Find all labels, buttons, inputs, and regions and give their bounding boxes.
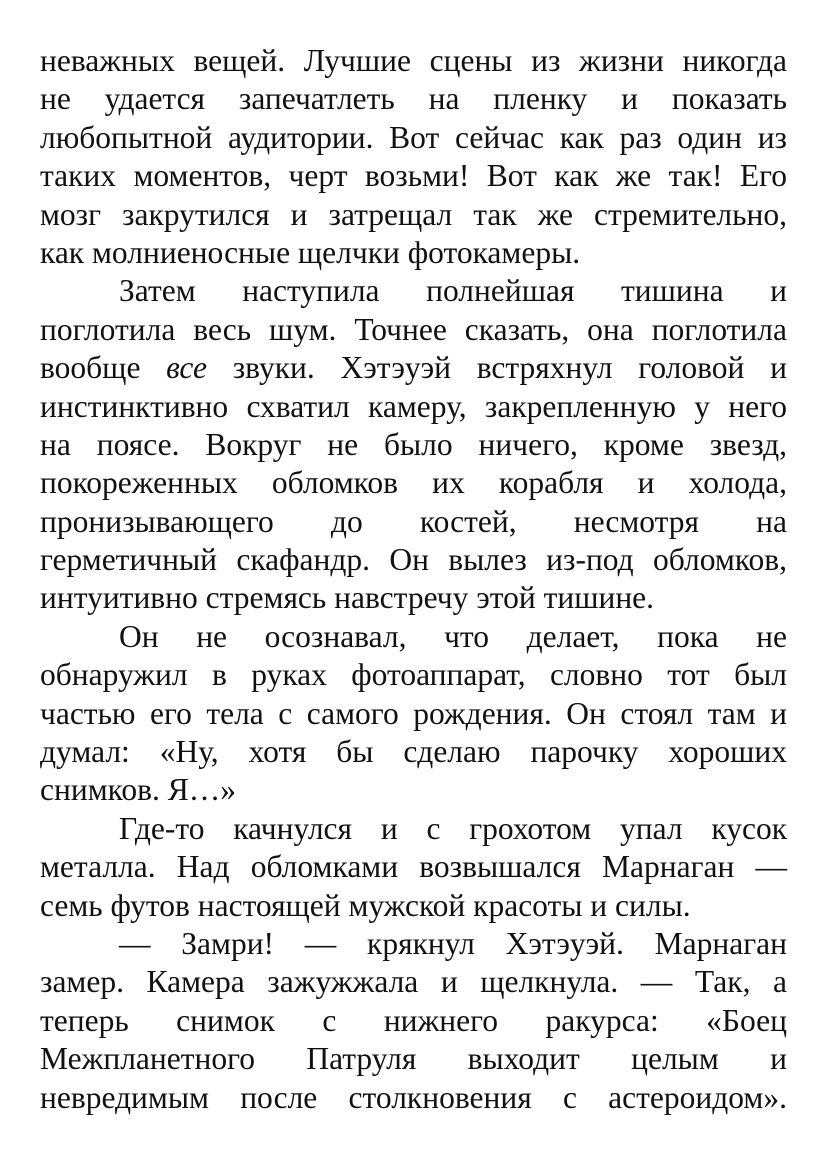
text-line-with-emphasis bbox=[40, 349, 787, 387]
text-line: поглотила весь шум. Точнее сказать, она поглотила bbox=[40, 311, 787, 347]
text-line: Межпланетного Патруля выходит целым и bbox=[40, 1041, 787, 1077]
paragraph bbox=[40, 272, 787, 618]
paragraph bbox=[40, 925, 787, 1117]
text-line: на поясе. Вокруг не было ничего, кроме звезд, bbox=[40, 426, 787, 462]
text-line: инстинктивно схватил камеру, закрепленную у него bbox=[40, 388, 787, 424]
text-fragment: вообще bbox=[40, 350, 167, 386]
text-line: теперь снимок с нижнего ракурса: «Боец bbox=[40, 1002, 787, 1038]
text-line: Затем наступила полнейшая тишина и bbox=[119, 273, 787, 309]
text-line: герметичный скафандр. Он вылез из-под обломков, bbox=[40, 542, 787, 578]
text-line: металла. Над обломками возвышался Марнаган — bbox=[40, 849, 787, 885]
text-line: Где-то качнулся и с грохотом упал кусок bbox=[119, 810, 787, 846]
text-line: не удается запечатлеть на пленку и показать bbox=[40, 81, 787, 117]
text-line: невредимым после столкновения с астероидом». bbox=[40, 1079, 787, 1115]
text-line: Он не осознавал, что делает, пока не bbox=[119, 618, 787, 654]
text-line: покореженных обломков их корабля и холода, bbox=[40, 465, 787, 501]
text-line: интуитивно стремясь навстречу этой тишине. bbox=[40, 580, 655, 616]
text-line: таких моментов, черт возьми! Вот как же так! Его bbox=[40, 158, 787, 194]
text-line: любопытной аудитории. Вот сейчас как раз один из bbox=[40, 119, 787, 155]
emphasized-word: все bbox=[166, 350, 207, 386]
paragraph bbox=[40, 42, 787, 272]
text-line: как молниеносные щелчки фотокамеры. bbox=[40, 234, 581, 270]
text-line: семь футов настоящей мужской красоты и силы. bbox=[40, 887, 691, 923]
text-line: обнаружил в руках фотоаппарат, словно тот был bbox=[40, 657, 787, 693]
paragraph bbox=[40, 810, 787, 925]
text-line: замер. Камера зажужжала и щелкнула. — Так, а bbox=[40, 964, 787, 1000]
text-line: частью его тела с самого рождения. Он стоял там и bbox=[40, 695, 787, 731]
book-page bbox=[40, 42, 787, 1117]
text-line: думал: «Ну, хотя бы сделаю парочку хороших bbox=[40, 734, 787, 770]
text-line: снимков. Я…» bbox=[40, 772, 236, 808]
text-line: пронизывающего до костей, несмотря на bbox=[40, 503, 787, 539]
text-fragment: звуки. Хэтэуэй встряхнул головой и bbox=[232, 350, 788, 386]
text-line: мозг закрутился и затрещал так же стремительно, bbox=[40, 196, 787, 232]
paragraph bbox=[40, 618, 787, 810]
text-line: — Замри! — крякнул Хэтэуэй. Марнаган bbox=[119, 925, 787, 961]
text-line: неважных вещей. Лучшие сцены из жизни никогда bbox=[40, 43, 787, 78]
